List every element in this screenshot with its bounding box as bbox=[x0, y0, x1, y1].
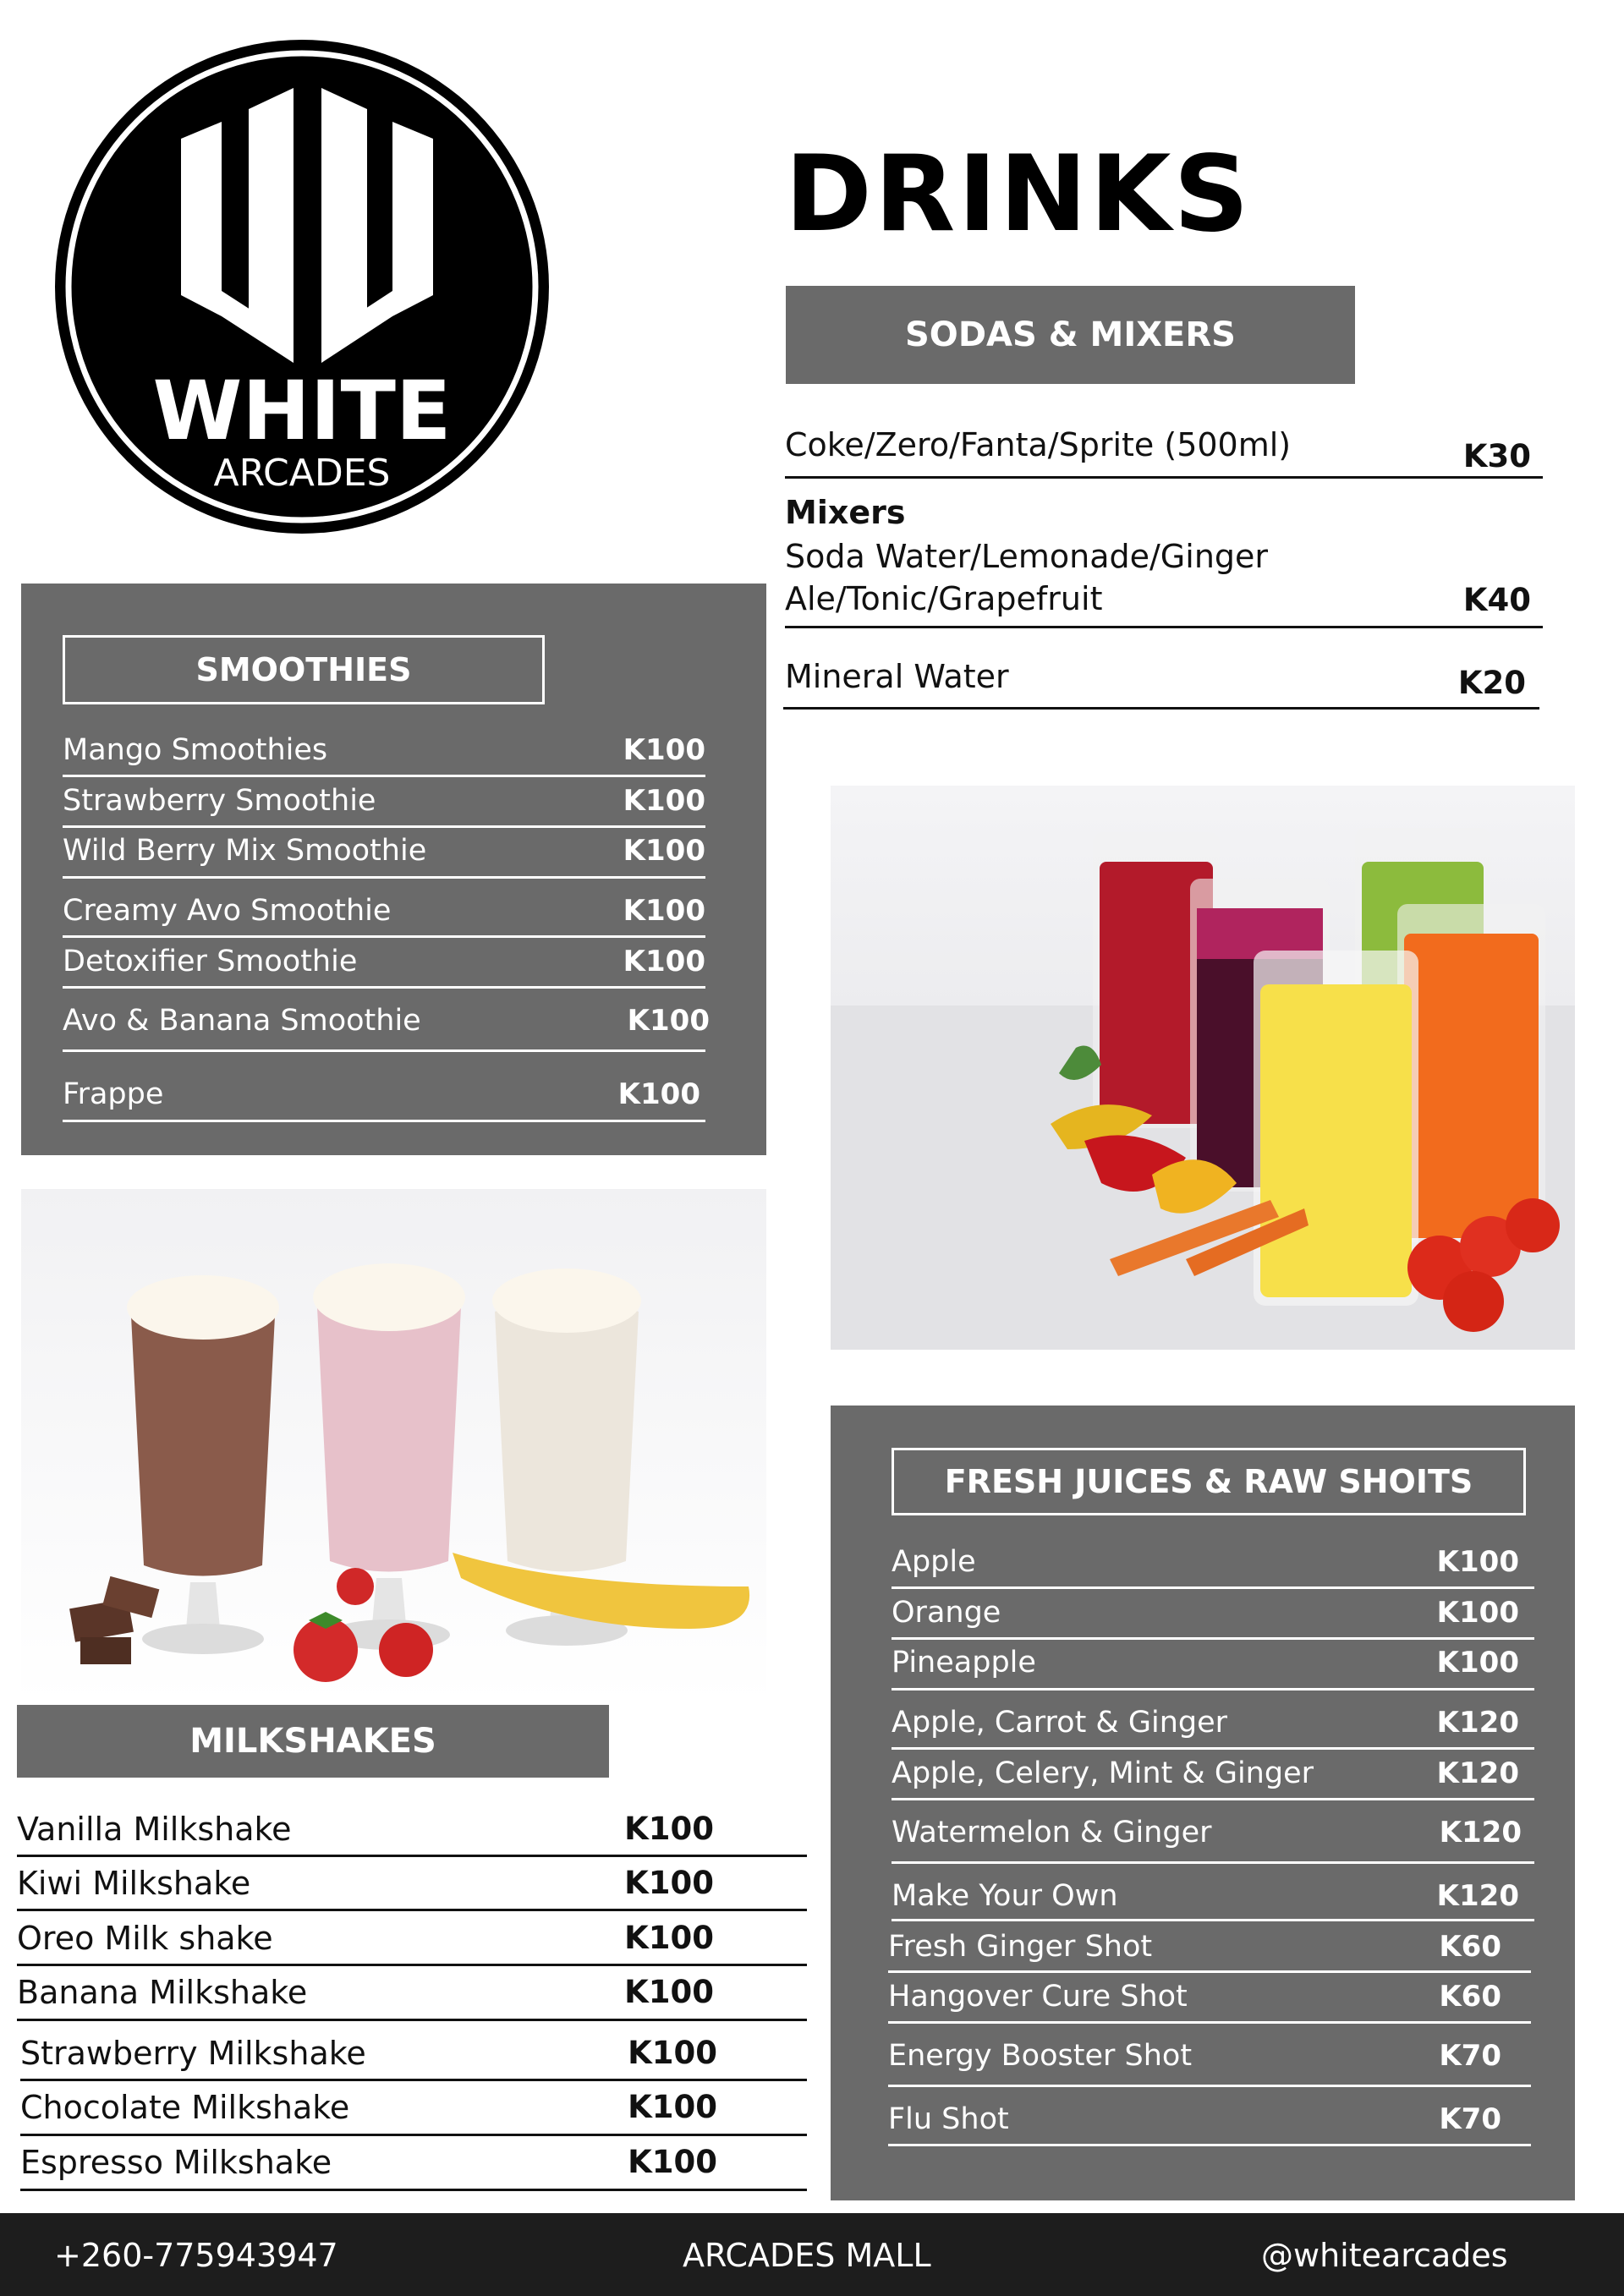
divider bbox=[63, 1120, 705, 1122]
divider bbox=[892, 1919, 1534, 1921]
menu-item bbox=[63, 834, 705, 868]
menu-item bbox=[17, 1865, 731, 1902]
logo-brand-text: WHITE bbox=[152, 364, 452, 458]
divider bbox=[785, 626, 1543, 628]
item-name: Ale/Tonic/Grapefruit bbox=[785, 580, 1103, 617]
menu-item bbox=[63, 784, 705, 818]
milkshake-glasses-photo bbox=[21, 1189, 766, 1703]
item-name: Strawberry Smoothie bbox=[63, 784, 376, 818]
item-name: Energy Booster Shot bbox=[888, 2039, 1193, 2073]
footer bbox=[0, 2213, 1624, 2296]
sodas-heading: SODAS & MIXERS bbox=[786, 286, 1355, 384]
divider bbox=[888, 2021, 1531, 2024]
item-name: Strawberry Milkshake bbox=[20, 2035, 366, 2072]
item-price: K100 bbox=[628, 2144, 717, 2180]
menu-item bbox=[20, 2144, 734, 2181]
menu-item bbox=[892, 1596, 1519, 1630]
menu-item bbox=[785, 580, 1543, 617]
item-price: K100 bbox=[624, 1974, 714, 2010]
menu-item bbox=[888, 1930, 1501, 1964]
milkshakes-heading: MILKSHAKES bbox=[17, 1705, 609, 1778]
item-name: Wild Berry Mix Smoothie bbox=[63, 834, 427, 868]
divider bbox=[17, 2019, 807, 2021]
item-name: Vanilla Milkshake bbox=[17, 1811, 292, 1848]
menu-item bbox=[63, 1077, 705, 1111]
menu-item bbox=[17, 1920, 731, 1957]
item-price: K100 bbox=[627, 1004, 710, 1038]
divider bbox=[783, 707, 1539, 710]
item-name: Apple bbox=[892, 1545, 976, 1579]
logo-sub-text: ARCADES bbox=[213, 452, 391, 495]
item-name: Flu Shot bbox=[888, 2102, 1009, 2136]
menu-item bbox=[17, 1974, 731, 2011]
item-price: K100 bbox=[1436, 1646, 1519, 1680]
item-price: K100 bbox=[623, 834, 705, 868]
menu-item bbox=[20, 2035, 734, 2072]
brand-logo bbox=[52, 37, 551, 536]
item-name: Apple, Celery, Mint & Ginger bbox=[892, 1756, 1314, 1790]
menu-item bbox=[888, 2102, 1501, 2136]
menu-item bbox=[20, 2089, 734, 2126]
item-price: K120 bbox=[1436, 1879, 1519, 1913]
item-name: Espresso Milkshake bbox=[20, 2144, 332, 2181]
smoothies-heading: SMOOTHIES bbox=[63, 635, 545, 704]
item-price: K100 bbox=[624, 1865, 714, 1901]
item-price: K100 bbox=[623, 894, 705, 928]
item-name: Mineral Water bbox=[785, 658, 1009, 695]
menu-item bbox=[63, 894, 705, 928]
item-name: Apple, Carrot & Ginger bbox=[892, 1706, 1228, 1740]
menu-item bbox=[63, 1004, 710, 1038]
divider bbox=[63, 986, 705, 989]
item-price: K100 bbox=[623, 733, 705, 767]
divider bbox=[63, 876, 705, 879]
item-price: K100 bbox=[623, 784, 705, 818]
menu-item bbox=[892, 1816, 1522, 1849]
item-price: K100 bbox=[624, 1920, 714, 1956]
item-price: K100 bbox=[1436, 1545, 1519, 1579]
item-price: K60 bbox=[1439, 1930, 1501, 1964]
divider bbox=[888, 1970, 1531, 1973]
item-price: K100 bbox=[1436, 1596, 1519, 1630]
item-price: K100 bbox=[623, 945, 705, 978]
divider bbox=[888, 2144, 1531, 2146]
divider bbox=[17, 1964, 807, 1966]
item-price: K100 bbox=[617, 1077, 700, 1111]
menu-item bbox=[63, 945, 705, 978]
footer-phone[interactable]: +260-775943947 bbox=[54, 2237, 338, 2274]
divider bbox=[892, 1688, 1534, 1690]
item-price: K70 bbox=[1439, 2039, 1501, 2073]
item-price: K100 bbox=[628, 2089, 717, 2125]
divider bbox=[892, 1798, 1534, 1800]
item-name: Make Your Own bbox=[892, 1879, 1118, 1913]
divider bbox=[20, 2134, 807, 2136]
menu-item bbox=[785, 426, 1543, 474]
item-name: Creamy Avo Smoothie bbox=[63, 894, 392, 928]
menu-item bbox=[888, 1980, 1501, 2014]
divider bbox=[892, 1637, 1534, 1640]
item-price: K100 bbox=[624, 1811, 714, 1847]
menu-item bbox=[892, 1706, 1519, 1740]
item-name: Oreo Milk shake bbox=[17, 1920, 273, 1957]
footer-location: ARCADES MALL bbox=[683, 2237, 931, 2274]
divider bbox=[63, 825, 705, 828]
divider bbox=[888, 2085, 1531, 2087]
juices-panel bbox=[831, 1406, 1575, 2200]
divider bbox=[17, 1855, 807, 1857]
footer-social-handle[interactable]: @whitearcades bbox=[1261, 2237, 1508, 2274]
item-price: K20 bbox=[1457, 665, 1526, 701]
divider bbox=[892, 1861, 1534, 1864]
menu-item bbox=[17, 1811, 731, 1848]
menu-item bbox=[63, 733, 705, 767]
item-price: K30 bbox=[1462, 438, 1531, 474]
mixers-line-1: Soda Water/Lemonade/Ginger bbox=[785, 538, 1269, 575]
juices-heading: FRESH JUICES & RAW SHOITS bbox=[892, 1448, 1526, 1515]
item-price: K40 bbox=[1462, 582, 1531, 618]
menu-item bbox=[892, 1545, 1519, 1579]
divider bbox=[892, 1586, 1534, 1589]
item-name: Avo & Banana Smoothie bbox=[63, 1004, 421, 1038]
menu-item bbox=[888, 2039, 1501, 2073]
divider bbox=[63, 1049, 705, 1052]
divider bbox=[20, 2079, 807, 2081]
menu-item bbox=[892, 1756, 1519, 1790]
item-name: Watermelon & Ginger bbox=[892, 1816, 1212, 1849]
divider bbox=[892, 1747, 1534, 1750]
item-price: K70 bbox=[1439, 2102, 1501, 2136]
juice-glasses-photo bbox=[831, 786, 1575, 1350]
page-title: DRINKS bbox=[785, 134, 1252, 255]
menu-item bbox=[892, 1879, 1519, 1913]
item-name: Pineapple bbox=[892, 1646, 1036, 1680]
item-name: Coke/Zero/Fanta/Sprite (500ml) bbox=[785, 426, 1292, 463]
item-name: Hangover Cure Shot bbox=[888, 1980, 1188, 2014]
mixers-label: Mixers bbox=[785, 494, 906, 531]
item-name: Orange bbox=[892, 1596, 1001, 1630]
item-name: Kiwi Milkshake bbox=[17, 1865, 251, 1902]
divider bbox=[17, 1909, 807, 1911]
item-price: K60 bbox=[1439, 1980, 1501, 2014]
item-name: Mango Smoothies bbox=[63, 733, 328, 767]
divider bbox=[63, 775, 705, 777]
item-name: Chocolate Milkshake bbox=[20, 2089, 350, 2126]
item-name: Banana Milkshake bbox=[17, 1974, 308, 2011]
divider bbox=[785, 476, 1543, 479]
item-price: K120 bbox=[1436, 1706, 1519, 1740]
item-name: Frappe bbox=[63, 1077, 164, 1111]
item-name: Detoxifier Smoothie bbox=[63, 945, 358, 978]
menu-item bbox=[892, 1646, 1519, 1680]
item-price: K120 bbox=[1436, 1756, 1519, 1790]
item-name: Fresh Ginger Shot bbox=[888, 1930, 1153, 1964]
item-price: K120 bbox=[1439, 1816, 1522, 1849]
menu-item bbox=[785, 658, 1543, 701]
divider bbox=[63, 935, 705, 938]
divider bbox=[20, 2189, 807, 2191]
item-price: K100 bbox=[628, 2035, 717, 2071]
